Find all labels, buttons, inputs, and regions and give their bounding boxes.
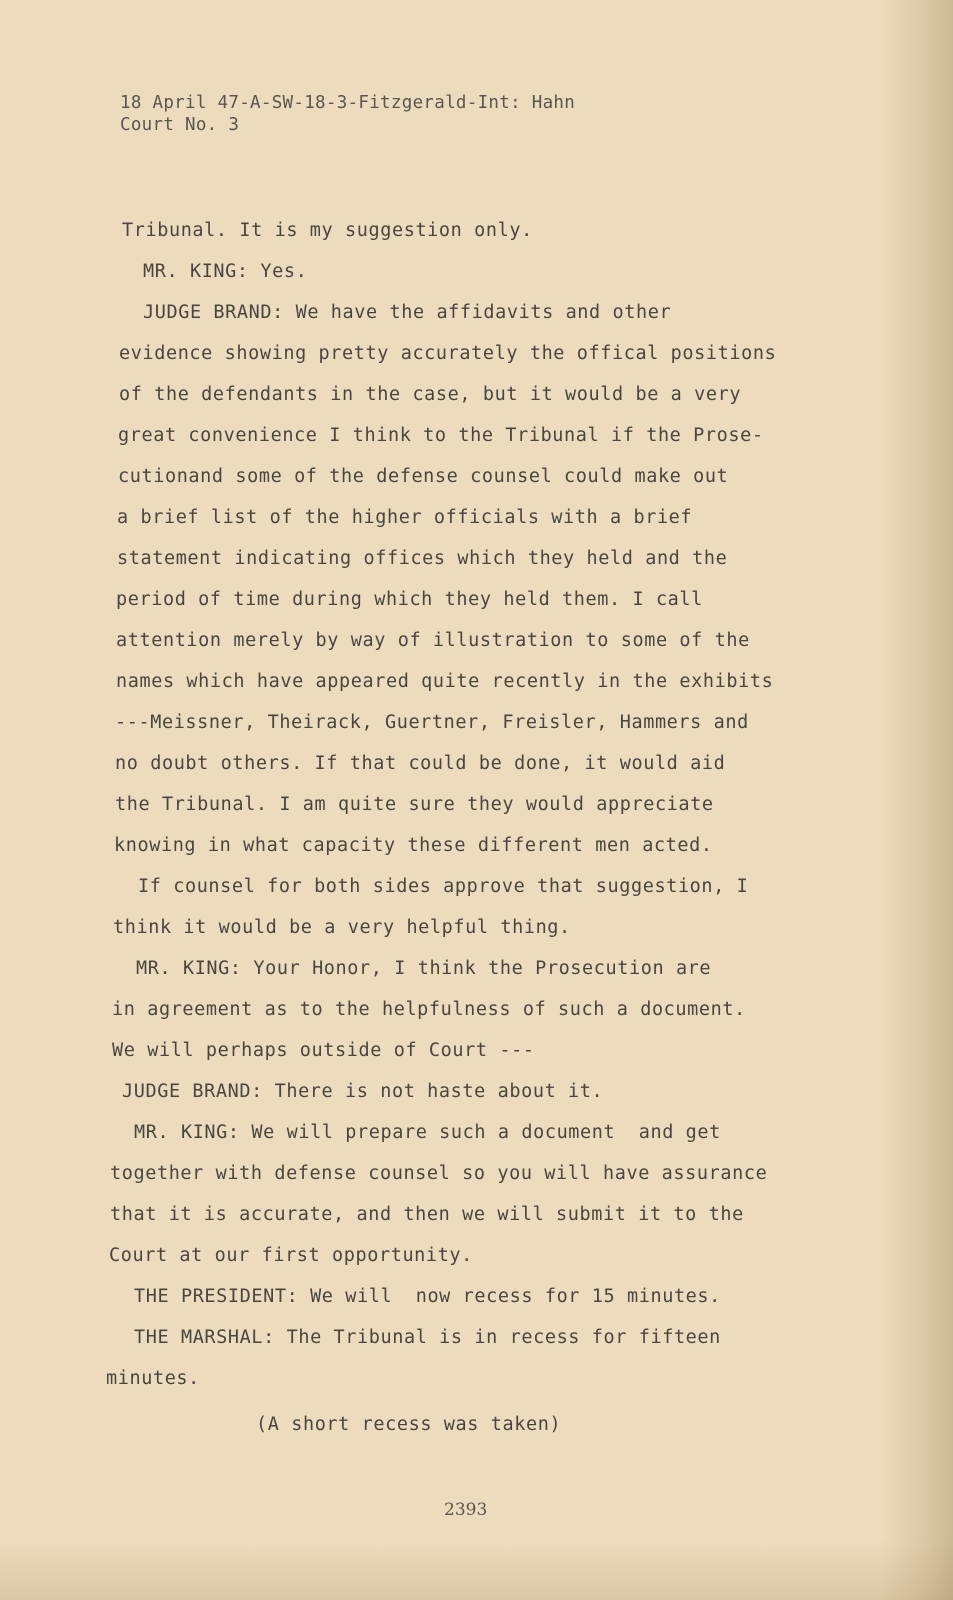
page-header [120,92,575,136]
body-line: the Tribunal. I am quite sure they would appreciate [115,794,714,815]
body-line: MR. KING: Your Honor, I think the Prosecution are [136,958,712,979]
body-line: Tribunal. It is my suggestion only. [122,220,533,241]
body-line: ---Meissner, Theirack, Guertner, Freisler, Hammers and [115,712,749,733]
body-line: think it would be a very helpful thing. [113,917,571,938]
body-line: great convenience I think to the Tribunal if the Prose- [118,425,764,446]
body-line: THE PRESIDENT: We will now recess for 15 minutes. [134,1286,721,1307]
page-number: 2393 [444,1500,488,1520]
body-line: that it is accurate, and then we will submit it to the [110,1204,744,1225]
body-line: attention merely by way of illustration to some of the [116,630,750,651]
body-line: We will perhaps outside of Court --- [112,1040,535,1061]
body-line: evidence showing pretty accurately the offical positions [119,343,777,364]
body-line: names which have appeared quite recently in the exhibits [116,671,774,692]
body-line: of the defendants in the case, but it would be a very [119,384,742,405]
body-line: If counsel for both sides approve that suggestion, I [138,876,749,897]
body-line: cutionand some of the defense counsel could make out [118,466,729,487]
body-line: period of time during which they held them. I call [116,589,703,610]
body-line: statement indicating offices which they held and the [117,548,728,569]
header-line-2: Court No. 3 [120,115,240,135]
body-line: THE MARSHAL: The Tribunal is in recess for fifteen [134,1327,721,1348]
body-line: MR. KING: We will prepare such a document and get [134,1122,721,1143]
body-line: MR. KING: Yes. [143,261,308,282]
body-line: minutes. [106,1368,200,1389]
body-line: knowing in what capacity these different men acted. [114,835,713,856]
header-line-1: 18 April 47-A-SW-18-3-Fitzgerald-Int: Hahn [120,93,576,113]
body-line: JUDGE BRAND: We have the affidavits and other [143,302,672,323]
body-line: a brief list of the higher officials with a brief [117,507,693,528]
body-line: in agreement as to the helpfulness of such a document. [112,999,746,1020]
body-line: no doubt others. If that could be done, it would aid [115,753,726,774]
recess-note: (A short recess was taken) [256,1414,562,1435]
body-line: JUDGE BRAND: There is not haste about it. [122,1081,604,1102]
body-line: Court at our first opportunity. [109,1245,473,1266]
body-line: together with defense counsel so you will have assurance [110,1163,768,1184]
